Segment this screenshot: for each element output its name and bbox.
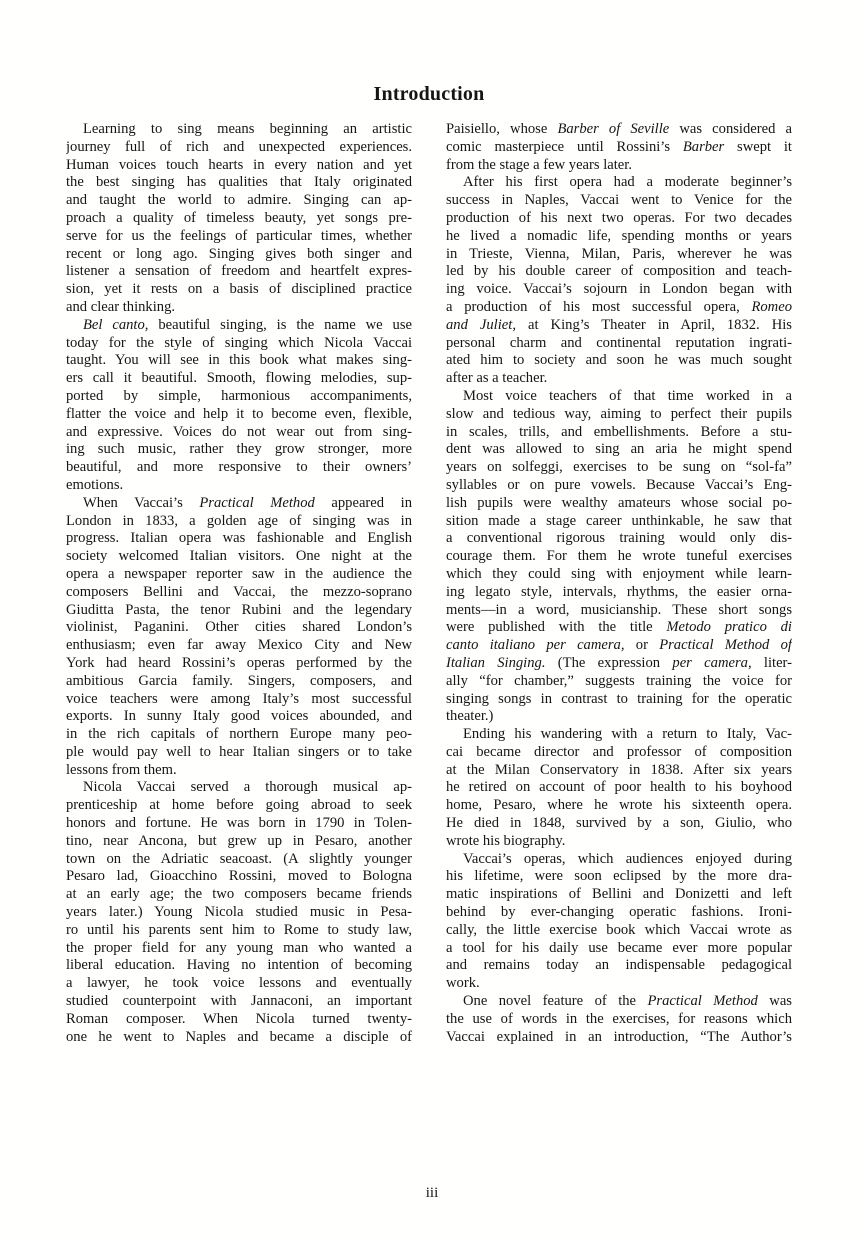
text-line: a conventional rigorous training would only dis-: [446, 530, 792, 547]
text-line: a production of his most successful opera, Romeo: [446, 298, 792, 315]
text-line: London in 1833, a golden age of singing was in: [66, 512, 412, 529]
text-line: which they could sing with enjoyment while learn-: [446, 565, 792, 582]
text-line: liberal education. Having no intention of becoming: [66, 957, 412, 974]
text-line: cally, the little exercise book which Vaccai wrote as: [446, 921, 792, 938]
text-line: Nicola Vaccai served a thorough musical ap-: [83, 779, 412, 796]
text-line: opera a newspaper reporter saw in the audience the: [66, 565, 412, 582]
text-line: town on the Adriatic seacoast. (A slightly younger: [66, 850, 412, 867]
text-line: at an early age; the two composers became friends: [66, 886, 412, 903]
text-line: composers Bellini and Vaccai, the mezzo-soprano: [66, 583, 412, 600]
text-line: wrote his biography.: [446, 832, 566, 849]
text-line: ing such music, rather they grow stronger, more: [66, 441, 412, 458]
text-line: he lived a nomadic life, spending months or years: [446, 227, 792, 244]
text-line: courage them. For them he wrote tuneful exercises: [446, 548, 792, 565]
text-line: Most voice teachers of that time worked in a: [463, 387, 792, 404]
text-line: flatter the voice and help it to become even, flexible,: [66, 405, 412, 422]
page-title: Introduction: [373, 83, 485, 105]
text-line: Learning to sing means beginning an artistic: [83, 121, 412, 137]
text-line: in the rich capitals of northern Europe many peo-: [66, 726, 412, 743]
text-line: syllables or on pure vowels. Because Vaccai’s Eng-: [446, 476, 792, 493]
text-line: and expressive. Voices do not wear out from sing-: [66, 423, 412, 440]
text-line: Bel canto, beautiful singing, is the name we use: [83, 316, 412, 333]
text-line: matic inspirations of Bellini and Donizetti and left: [446, 886, 792, 903]
text-line: and Juliet, at King’s Theater in April, 1832. His: [446, 316, 792, 333]
text-line: cai became director and professor of composition: [446, 743, 792, 760]
text-line: canto italiano per camera, or Practical Method of: [446, 637, 792, 654]
text-line: listener a sensation of freedom and heartfelt expres-: [66, 263, 412, 280]
right-column: [446, 121, 792, 1046]
text-line: enthusiasm; even far away Mexico City and New: [66, 637, 412, 654]
text-line: One novel feature of the Practical Method was: [463, 993, 792, 1010]
text-line: lessons from them.: [66, 761, 177, 778]
text-line: from the stage a few years later.: [446, 156, 632, 173]
left-column: [66, 121, 412, 1046]
text-line: and remains today an indispensable pedagogical: [446, 957, 792, 974]
text-line: serve for us the feelings of particular times, whether: [66, 227, 412, 244]
text-line: sition made a stage career unthinkable, he saw that: [446, 512, 792, 529]
text-line: Italian Singing. (The expression per camera, liter-: [446, 654, 792, 671]
text-line: years on solfeggi, exercises to be sung on “sol-fa”: [446, 459, 792, 476]
text-line: and clear thinking.: [66, 298, 176, 315]
text-line: violinist, Paganini. Other cities shared London’s: [66, 619, 412, 636]
text-line: sion, yet it rests on a basis of disciplined practice: [66, 281, 412, 298]
text-line: and taught the world to admire. Singing can ap-: [66, 192, 412, 209]
text-line: one he went to Naples and became a disciple of: [66, 1028, 412, 1045]
text-line: his lifetime, were soon eclipsed by the more dra-: [446, 868, 792, 885]
text-line: taught. You will see in this book what makes sing-: [66, 352, 412, 369]
text-line: York had heard Rossini’s operas performed by the: [66, 654, 412, 671]
text-line: Vaccai’s operas, which audiences enjoyed during: [463, 850, 792, 867]
text-line: a tool for his daily use became ever more popular: [446, 939, 792, 956]
text-line: ambitious Garcia family. Singers, composers, and: [66, 672, 412, 689]
text-line: in scales, trills, and embellishments. Before a stu-: [446, 423, 792, 440]
text-line: Human voices touch hearts in every nation and yet: [66, 156, 412, 173]
text-line: ple would pay well to hear Italian singers or to take: [66, 743, 412, 760]
text-line: comic masterpiece until Rossini’s Barber swept it: [446, 138, 792, 155]
text-line: Ending his wandering with a return to Italy, Vac-: [463, 726, 792, 743]
text-line: exports. In sunny Italy good voices abounded, and: [66, 708, 412, 725]
text-line: singing songs in contrast to training for the operatic: [446, 690, 792, 707]
text-line: at the Milan Conservatory in 1838. After six years: [446, 761, 792, 778]
text-line: ported by simple, harmonious accompaniments,: [66, 387, 412, 404]
text-line: ro until his parents sent him to Rome to study law,: [66, 921, 412, 938]
text-line: When Vaccai’s Practical Method appeared in: [83, 494, 412, 511]
text-line: ments—in a word, musicianship. These short songs: [446, 601, 792, 618]
text-line: led by his double career of composition and teach-: [446, 263, 792, 280]
text-line: theater.): [446, 708, 494, 725]
text-line: success in Naples, Vaccai went to Venice for the: [446, 192, 792, 209]
text-line: in Trieste, Vienna, Milan, Paris, wherever he was: [446, 245, 792, 262]
text-line: Pesaro lad, Gioacchino Rossini, moved to Bologna: [66, 868, 412, 885]
text-line: He died in 1848, survived by a son, Giulio, who: [446, 815, 792, 832]
text-line: home, Pesaro, where he wrote his sixteenth opera.: [446, 797, 792, 814]
text-line: Paisiello, whose Barber of Seville was considered a: [446, 121, 792, 137]
text-line: recent or long ago. Singing gives both singer and: [66, 245, 412, 262]
text-line: voice teachers were among Italy’s most successful: [66, 690, 412, 707]
text-line: the proper field for any young man who wanted a: [66, 939, 412, 956]
text-line: journey full of rich and unexpected experiences.: [66, 138, 412, 155]
text-line: tino, near Ancona, but grew up in Pesaro, another: [66, 832, 412, 849]
text-line: dent was allowed to sing an aria he might spend: [446, 441, 792, 458]
text-line: studied counterpoint with Jannaconi, an important: [66, 993, 412, 1010]
text-line: a lawyer, he took voice lessons and eventually: [66, 975, 412, 992]
text-line: honors and fortune. He was born in 1790 in Tolen-: [66, 815, 412, 832]
text-line: proach a quality of timeless beauty, yet songs pre-: [66, 209, 412, 226]
text-line: ers call it beautiful. Smooth, flowing melodies, sup-: [66, 370, 412, 387]
text-line: Giuditta Pasta, the tenor Rubini and the legendary: [66, 601, 412, 618]
text-line: work.: [446, 975, 480, 992]
text-line: prenticeship at home before going abroad to seek: [66, 797, 412, 814]
text-line: emotions.: [66, 476, 124, 493]
text-line: personal charm and continental reputation ingrati-: [446, 334, 792, 351]
text-line: After his first opera had a moderate beginner’s: [463, 174, 792, 191]
text-line: slow and tedious way, aiming to perfect their pupils: [446, 405, 792, 422]
text-line: production of his next two operas. For two decades: [446, 209, 792, 226]
text-line: after as a teacher.: [446, 370, 548, 387]
text-line: he retired on account of poor health to his boyhood: [446, 779, 792, 796]
text-line: ally “for chamber,” suggests training the voice for: [446, 672, 792, 689]
text-line: behind by ever-changing operatic fashions. Ironi-: [446, 904, 792, 921]
page-number: iii: [425, 1185, 439, 1201]
text-line: today for the style of singing which Nicola Vaccai: [66, 334, 412, 351]
text-line: progress. Italian opera was fashionable and English: [66, 530, 412, 547]
text-line: were published with the title Metodo pratico di: [446, 619, 792, 636]
text-line: years later.) Young Nicola studied music in Pesa-: [66, 904, 412, 921]
text-line: beautiful, and more responsive to their owners’: [66, 459, 412, 476]
text-line: the use of words in the exercises, for reasons which: [446, 1010, 792, 1027]
text-line: Roman composer. When Nicola turned twenty-: [66, 1010, 412, 1027]
text-line: ated him to society and soon he was much sought: [446, 352, 792, 369]
text-line: Vaccai explained in an introduction, “The Author’s: [446, 1028, 792, 1045]
text-line: the best singing has qualities that Italy originated: [66, 174, 412, 191]
text-columns: [66, 121, 792, 1046]
text-line: society welcomed Italian visitors. One night at the: [66, 548, 412, 565]
text-line: ing legato style, intervals, rhythms, the easier orna-: [446, 583, 792, 600]
text-line: lish pupils were wealthy amateurs whose social po-: [446, 494, 792, 511]
text-line: ing voice. Vaccai’s sojourn in London began with: [446, 281, 792, 298]
